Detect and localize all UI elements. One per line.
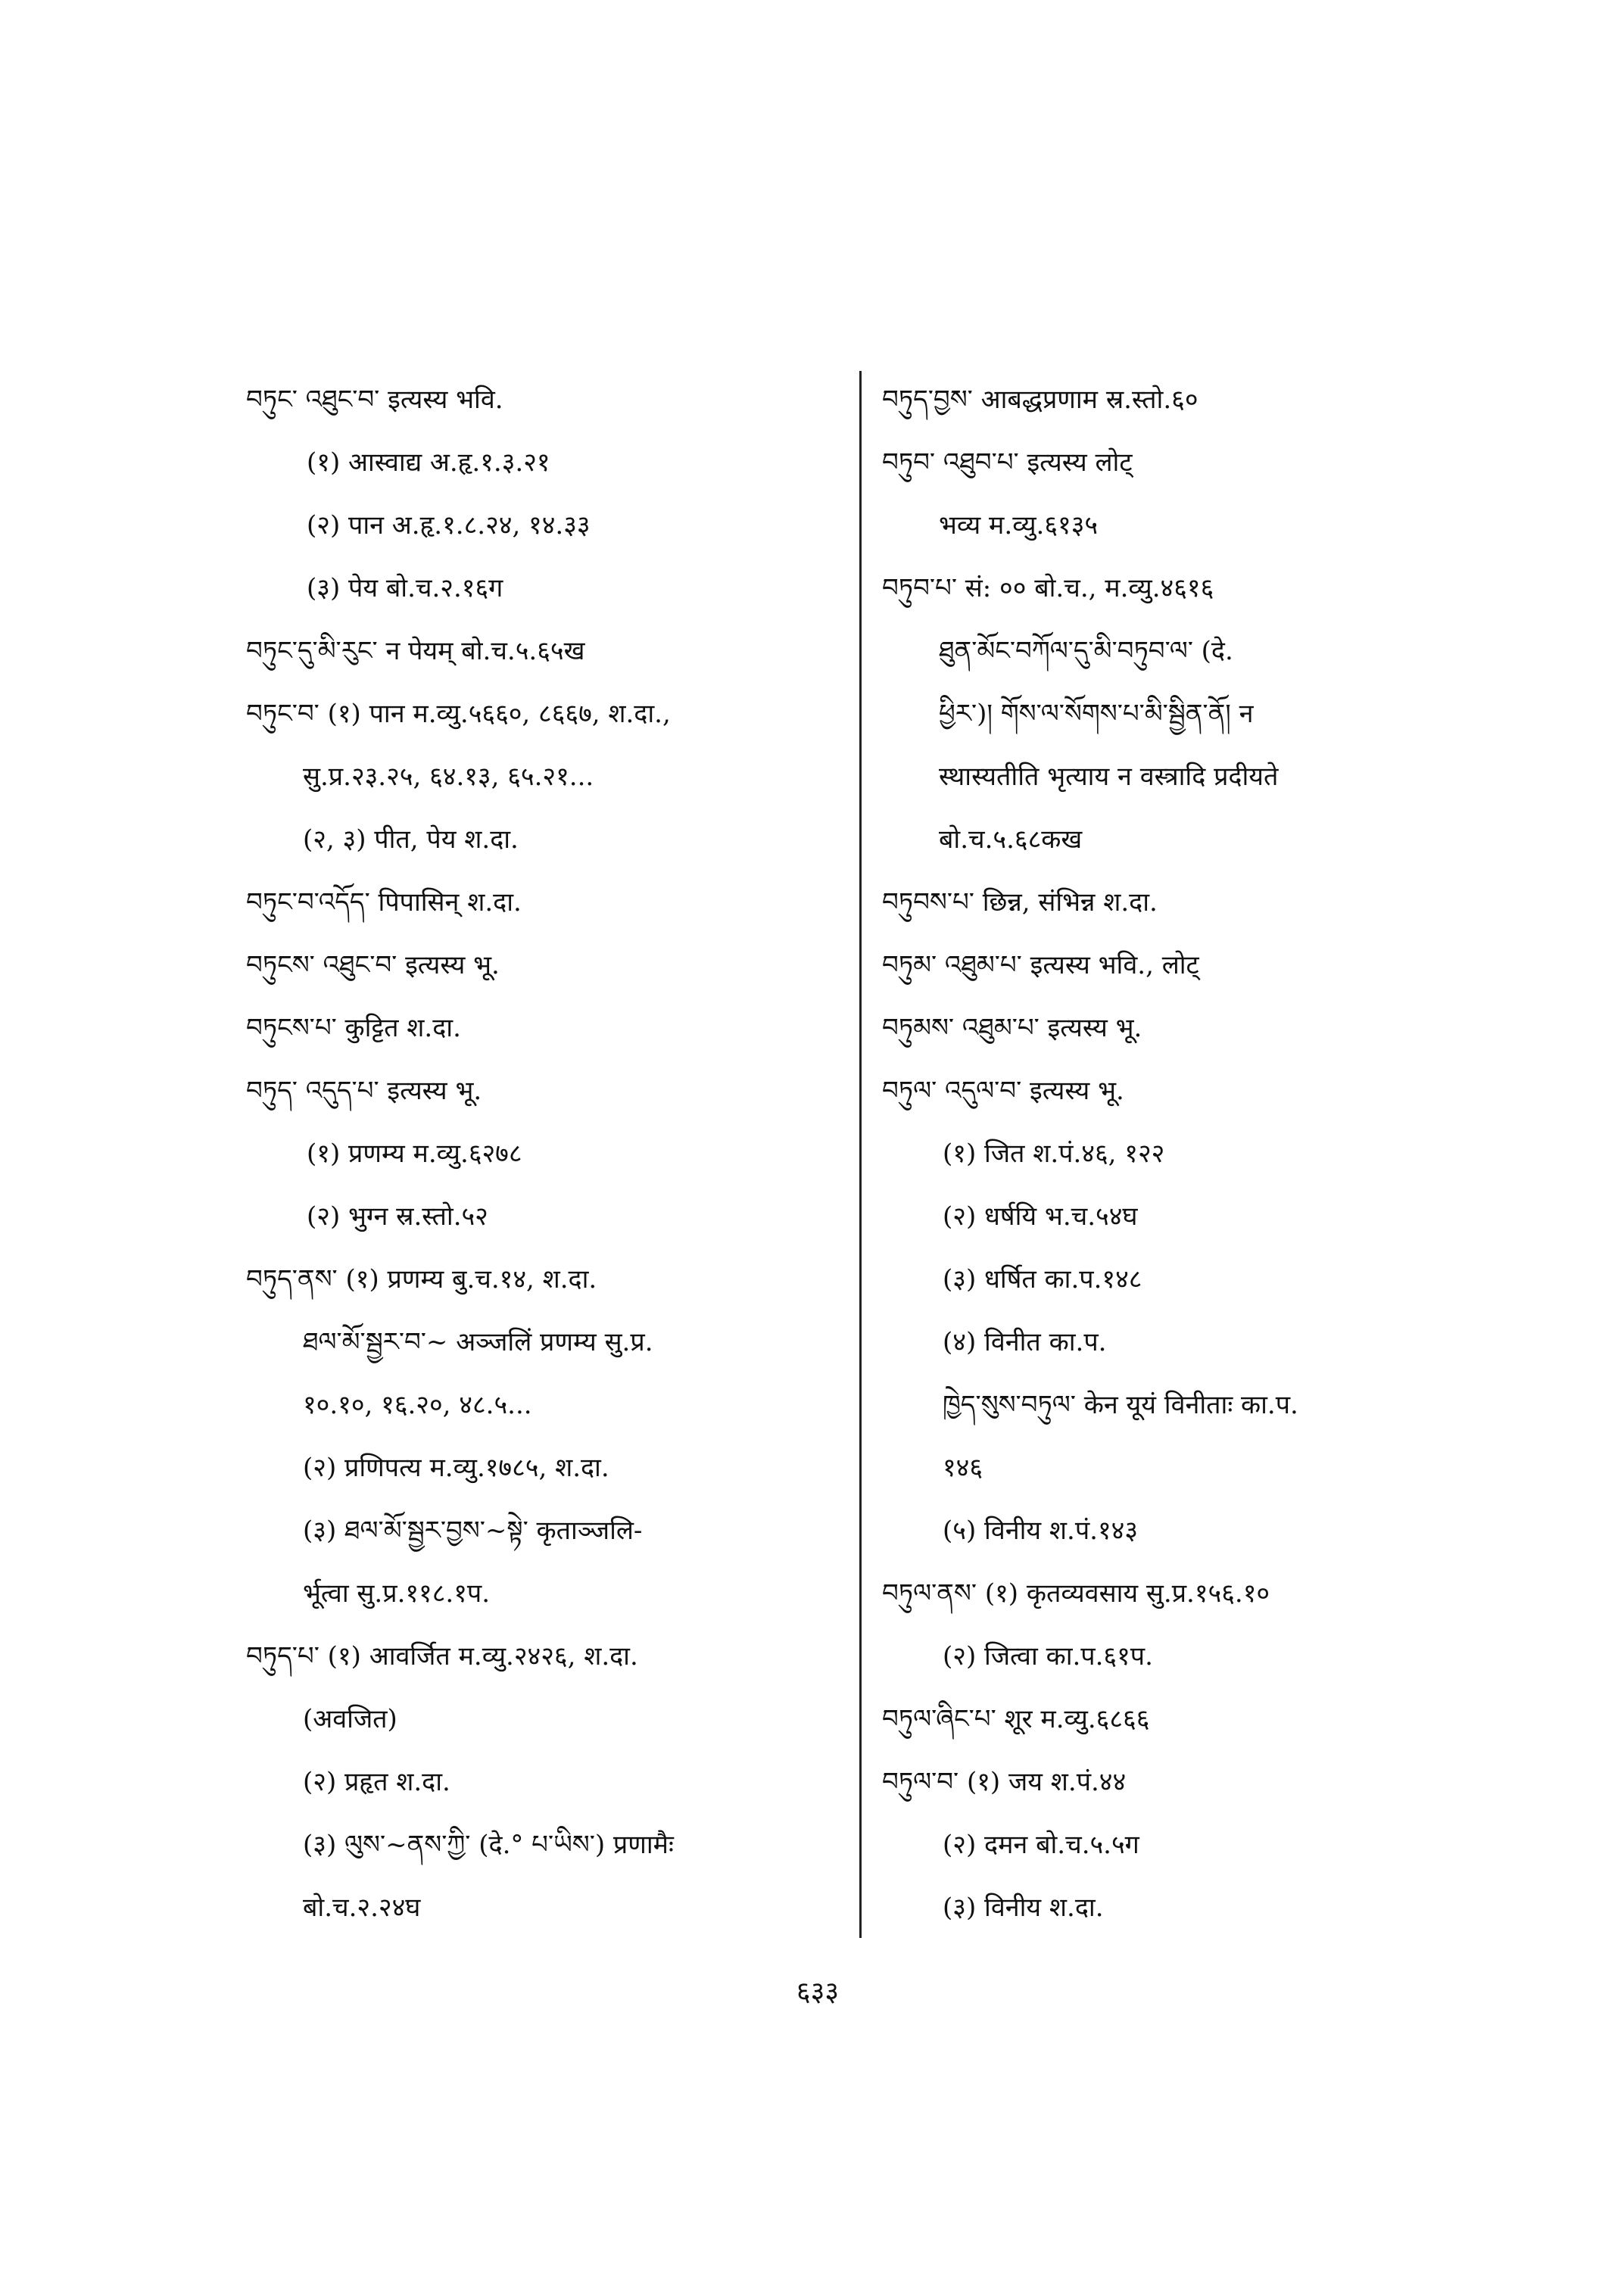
dictionary-line: (२) दमन बो.च.५.५ग [943,1830,1139,1860]
dictionary-line: (१) आस्वाद्य अ.हृ.१.३.२१ [307,447,550,478]
dictionary-line: सु.प्र.२३.२५, ६४.१३, ६५.२१... [303,762,594,792]
dictionary-line: བཏུངས་པ་ कुट्टित श.दा. [246,1013,461,1043]
dictionary-line: बो.च.२.२४घ [303,1893,421,1923]
dictionary-line: (३) विनीय श.दा. [943,1893,1104,1923]
dictionary-line: (३) पेय बो.च.२.१६ग [307,573,503,603]
dictionary-line: བཏུད་པ་ (१) आवर्जित म.व्यु.२४२६, श.दा. [246,1641,638,1671]
dictionary-line: (१) प्रणम्य म.व्यु.६२७८ [307,1139,522,1169]
dictionary-line: स्थास्यतीति भृत्याय न वस्त्रादि प्रदीयते [939,762,1279,792]
dictionary-line: (२) प्रहृत श.दा. [303,1767,450,1797]
dictionary-line: བཏུངས་ འཐུང་བ་ इत्यस्य भू. [246,950,500,980]
dictionary-line: ཐལ་མོ་སྦྱར་བ་~ अञ्जलिं प्रणम्य सु.प्र. [303,1327,653,1357]
dictionary-line: བཏུང་དུ་མི་རུང་ न पेयम् बो.च.५.६५ख [246,636,585,666]
dictionary-line: भव्य म.व्यु.६१३५ [939,510,1099,541]
dictionary-line: བཏུམ་ འཐུམ་པ་ इत्यस्य भवि., लोट् [882,950,1199,980]
dictionary-line: བཏུལ་ཞིང་པ་ शूर म.व्यु.६८६६ [882,1704,1150,1734]
dictionary-line: བཏུབས་པ་ छिन्न, संभिन्न श.दा. [882,887,1158,918]
dictionary-line: བཏུང་བ་འདོད་ पिपासिन् श.दा. [246,887,522,918]
dictionary-line: (१) जित श.पं.४६, १२२ [943,1139,1165,1169]
dictionary-line: (२) धर्षयि भ.च.५४घ [943,1201,1138,1232]
dictionary-line: བཏུལ་ འདུལ་བ་ इत्यस्य भू. [882,1076,1124,1106]
dictionary-line: १४६ [943,1453,983,1483]
dictionary-line: (२) पान अ.हृ.१.८.२४, १४.३३ [307,510,591,541]
dictionary-line: (३) धर्षित का.प.१४८ [943,1264,1142,1294]
dictionary-line: (२) प्रणिपत्य म.व्यु.१७८५, श.दा. [303,1453,609,1483]
dictionary-line: ཁྱེད་སུས་བཏུལ་ केन यूयं विनीताः का.प. [943,1390,1298,1420]
dictionary-line: བཏུལ་ནས་ (१) कृतव्यवसाय सु.प्र.१५६.१० [882,1578,1270,1609]
dictionary-line: བཏུད་ནས་ (१) प्रणम्य बु.च.१४, श.दा. [246,1264,597,1294]
dictionary-line: བཏུལ་བ་ (१) जय श.पं.४४ [882,1767,1127,1797]
dictionary-line: བཏུབ་པ་ सं: ०० बो.च., म.व्यु.४६१६ [882,573,1214,603]
page-number: ६३३ [796,1977,840,2008]
dictionary-line: (५) विनीय श.पं.१४३ [943,1516,1139,1546]
dictionary-line: (अवजित) [303,1704,397,1734]
dictionary-line: བཏུད་བྱས་ आबद्धप्रणाम स्र.स्तो.६० [882,385,1199,415]
dictionary-line: བཏུང་བ་ (१) पान म.व्यु.५६६०, ८६६७, श.दा., [246,699,671,729]
column-divider [859,371,862,1938]
dictionary-line: (३) ལུས་~ནས་ཀྱི་ (दे.° པ་ཡིས་) प्रणामैः [303,1830,674,1860]
dictionary-line: ཕྱིར་)། གོས་ལ་སོགས་པ་མི་སྦྱིན་ནོ། न [939,699,1254,729]
dictionary-line: ཐུན་མོང་བཀོལ་དུ་མི་བཏུབ་ལ་ (दे. [939,636,1233,666]
dictionary-line: (४) विनीत का.प. [943,1327,1107,1357]
dictionary-line: (२) भुग्न स्र.स्तो.५२ [307,1201,488,1232]
dictionary-line: བཏུང་ འཐུང་བ་ इत्यस्य भवि. [246,385,503,415]
dictionary-line: बो.च.५.६८कख [939,824,1083,855]
dictionary-line: (३) ཐལ་མོ་སྦྱར་བྱས་~སྟེ་ कृताञ्जलि- [303,1516,643,1546]
dictionary-line: (२) जित्वा का.प.६१प. [943,1641,1153,1671]
dictionary-line: (२, ३) पीत, पेय श.दा. [303,824,519,855]
dictionary-line: བཏུད་ འདུད་པ་ इत्यस्य भू. [246,1076,482,1106]
dictionary-line: བཏུབ་ འཐུབ་པ་ इत्यस्य लोट् [882,447,1133,478]
dictionary-line: र्भूत्वा सु.प्र.११८.१प. [303,1578,491,1609]
dictionary-line: १०.१०, १६.२०, ४८.५... [303,1390,532,1420]
dictionary-line: བཏུམས་ འཐུམ་པ་ इत्यस्य भू. [882,1013,1142,1043]
